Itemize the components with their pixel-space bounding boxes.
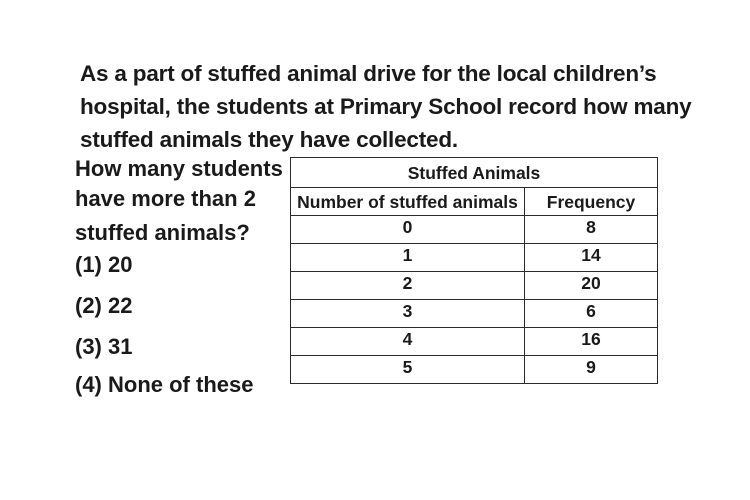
problem-statement [80,57,692,156]
table-row [291,244,658,272]
answer-option-4[interactable]: (4) None of these [75,372,254,397]
answer-option-3[interactable]: (3) 31 [75,334,133,359]
answer-option-1[interactable]: (1) 20 [75,252,133,277]
cell-frequency: 16 [525,328,658,356]
cell-number: 3 [291,300,525,328]
cell-number: 1 [291,244,525,272]
column-header-number: Number of stuffed animals [291,188,525,216]
cell-frequency: 6 [525,300,658,328]
column-header-frequency: Frequency [525,188,658,216]
question-line-2: have more than 2 [75,186,256,211]
table-row [291,328,658,356]
cell-frequency: 20 [525,272,658,300]
question-line-1: How many students [75,156,283,181]
table-row [291,216,658,244]
problem-line-1: As a part of stuffed animal drive for the local children’s [80,61,657,86]
question-line-3: stuffed animals? [75,220,250,245]
table-caption: Stuffed Animals [291,158,658,188]
cell-frequency: 8 [525,216,658,244]
frequency-table [290,157,658,384]
cell-number: 4 [291,328,525,356]
cell-number: 2 [291,272,525,300]
answer-option-2[interactable]: (2) 22 [75,293,133,318]
cell-frequency: 14 [525,244,658,272]
cell-frequency: 9 [525,356,658,384]
table-row [291,356,658,384]
table-row [291,300,658,328]
cell-number: 5 [291,356,525,384]
problem-line-3: stuffed animals they have collected. [80,127,458,152]
table-row [291,272,658,300]
problem-line-2: hospital, the students at Primary School record how many [80,94,692,119]
cell-number: 0 [291,216,525,244]
